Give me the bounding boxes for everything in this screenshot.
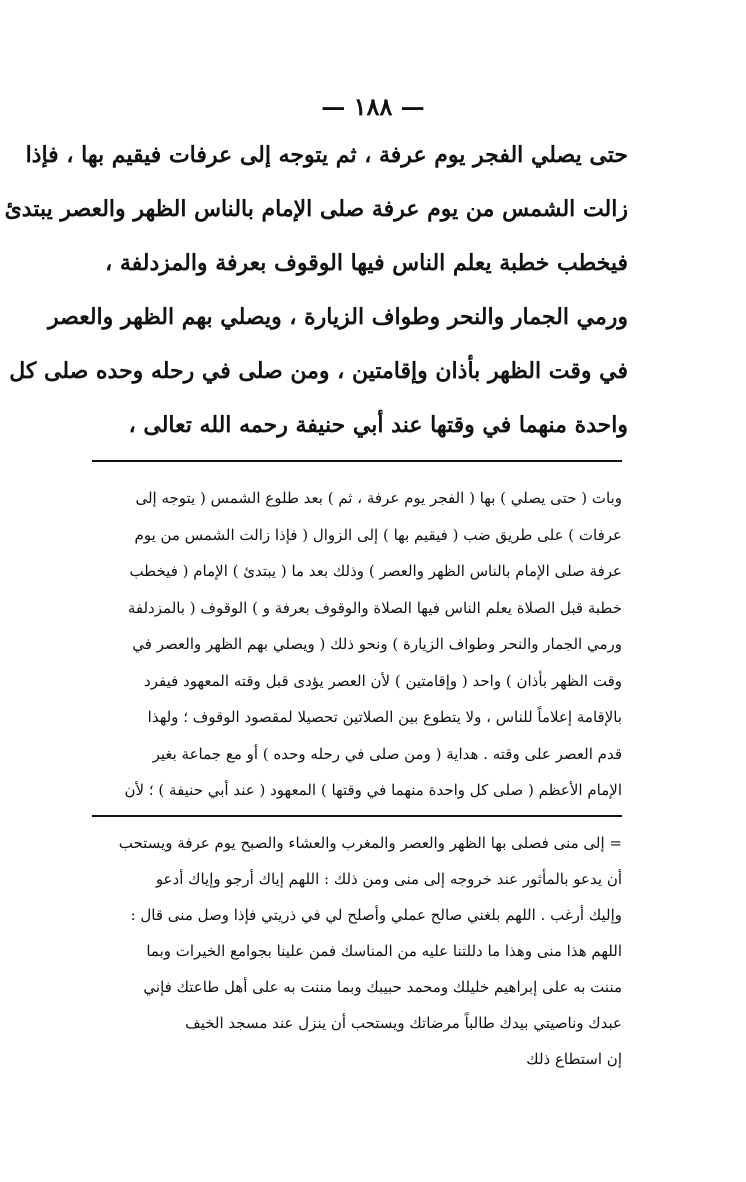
footnote-line: أن يدعو بالمأثور عند خروجه إلى منى ومن ذلك : اللهم إياك أرجو وإياك أدعو (155, 870, 622, 888)
main-text-block (4, 128, 628, 452)
commentary-line: بالإقامة إعلاماً للناس ، ولا يتطوع بين الصلاتين تحصيلا لمقصود الوقوف ؛ ولهذا (147, 708, 622, 726)
footnotes-block (92, 825, 622, 1077)
main-text-line: زالت الشمس من يوم عرفة صلى الإمام بالناس الظهر والعصر يبتدئ (4, 196, 628, 222)
separator-rule (92, 460, 622, 462)
main-text-line: ورمي الجمار والنحر وطواف الزيارة ، ويصلي بهم الظهر والعصر (48, 304, 628, 330)
main-text-line: في وقت الظهر بأذان وإقامتين ، ومن صلى في رحله وحده صلى كل (9, 358, 628, 384)
footnote-line: = إلى منى فصلى بها الظهر والعصر والمغرب والعشاء والصبح يوم عرفة ويستحب (118, 834, 622, 852)
commentary-line: وقت الظهر بأذان ) واحد ( وإقامتين ) لأن العصر يؤدى قبل وقته المعهود فيفرد (144, 671, 622, 690)
commentary-line: ورمي الجمار والنحر وطواف الزيارة ) ونحو ذلك ( ويصلي بهم الظهر والعصر في (132, 635, 622, 653)
commentary-block (92, 480, 622, 809)
page-number: — ١٨٨ — (321, 92, 425, 121)
separator-rule (92, 815, 622, 817)
main-text-line: حتى يصلي الفجر يوم عرفة ، ثم يتوجه إلى عرفات فيقيم بها ، فإذا (25, 142, 628, 168)
commentary-line: خطبة قبل الصلاة يعلم الناس فيها الصلاة والوقوف بعرفة و ) الوقوف ( بالمزدلفة (127, 598, 622, 617)
commentary-line: عرفات ) على طريق ضب ( فيقيم بها ) إلى الزوال ( فإذا زالت الشمس من يوم (134, 525, 622, 544)
commentary-line: عرفة صلى الإمام بالناس الظهر والعصر ) وذلك بعد ما ( يبتدئ ) الإمام ( فيخطب (129, 562, 622, 580)
commentary-line: قدم العصر على وقته . هداية ( ومن صلى في رحله وحده ) أو مع جماعة بغير (152, 744, 622, 763)
footnote-line: وإليك أرغب . اللهم بلغني صالح عملي وأصلح لي في ذريتي فإذا وصل منى قال : (130, 906, 622, 924)
footnote-line: مننت به على إبراهيم خليلك ومحمد حبيبك وبما مننت به على أهل طاعتك فإني (143, 978, 622, 996)
commentary-line: وبات ( حتى يصلي ) بها ( الفجر يوم عرفة ، ثم ) بعد طلوع الشمس ( يتوجه إلى (135, 489, 622, 507)
main-text-line: فيخطب خطبة يعلم الناس فيها الوقوف بعرفة والمزدلفة ، (105, 250, 628, 276)
footnote-line: إن استطاع ذلك (526, 1050, 622, 1068)
footnote-line: اللهم هذا منى وهذا ما دللتنا عليه من المناسك فمن علينا بجوامع الخيرات وبما (146, 942, 622, 960)
commentary-line: الإمام الأعظم ( صلى كل واحدة منهما في وقتها ) المعهود ( عند أبي حنيفة ) ؛ لأن (124, 781, 622, 799)
main-text-line: واحدة منهما في وقتها عند أبي حنيفة رحمه الله تعالى ، (128, 412, 628, 438)
footnote-line: عبدك وناصيتي بيدك طالباً مرضاتك ويستحب أن ينزل عند مسجد الخيف (185, 1014, 622, 1032)
